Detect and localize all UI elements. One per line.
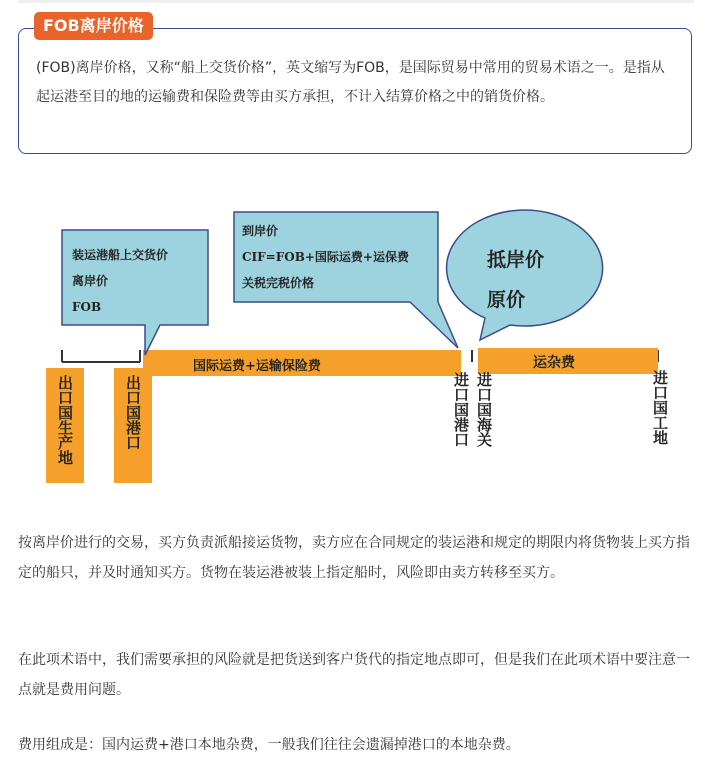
- definition-text: (FOB)离岸价格，又称“船上交货价格”，英文缩写为FOB，是国际贸易中常用的贸易术语之一。是指从起运港至目的地的运输费和保险费等由买方承担，不计入结算价格之中的销货价格。: [36, 60, 665, 105]
- bubble-fob-line: FOB: [72, 300, 102, 314]
- definition-badge: FOB离岸价格: [34, 12, 153, 40]
- paragraph-costs: 费用组成是：国内运费+港口本地杂费，一般我们往往会遗漏掉港口的本地杂费。: [18, 737, 520, 753]
- top-divider: [18, 0, 694, 3]
- bubble-cif-line: CIF=FOB+国际运费+运保费: [242, 250, 409, 264]
- bubble-landed-line: 原价: [487, 289, 526, 311]
- label-export-port: 出口国港口: [124, 375, 142, 450]
- paragraph-risk: 在此项术语中，我们需要承担的风险就是把货送到客户货代的指定地点即可，但是我们在此项术语中要注意一点就是费用问题。: [18, 652, 690, 698]
- bubble-cif-line: 关税完税价格: [242, 276, 315, 290]
- bubble-landed-text: [487, 240, 544, 320]
- label-import-customs: 进口国海关: [475, 372, 493, 447]
- label-origin-site: 出口国生产地: [56, 375, 74, 465]
- label-import-site: 进口国工地: [651, 370, 669, 445]
- bubble-fob-line: 装运港船上交货价: [72, 248, 169, 262]
- bubble-landed-line: 抵岸价: [487, 249, 545, 271]
- paragraph-transaction: 按离岸价进行的交易，买方负责派船接运货物，卖方应在合同规定的装运港和规定的期限内将货物装上买方指定的船只，并及时通知买方。货物在装运港被装上指定船时，风险即由卖方转移至买方。: [18, 535, 690, 581]
- bubble-cif-text: [242, 218, 409, 296]
- bubble-fob-text: [72, 242, 168, 320]
- price-flow-diagram: [40, 190, 700, 500]
- bar-international-label: 国际运费+运输保险费: [193, 359, 321, 374]
- bubble-fob-line: 离岸价: [72, 274, 109, 288]
- label-import-port: 进口国港口: [452, 372, 470, 447]
- bar-misc-label: 运杂费: [533, 355, 575, 371]
- bubble-cif-line: 到岸价: [242, 224, 279, 238]
